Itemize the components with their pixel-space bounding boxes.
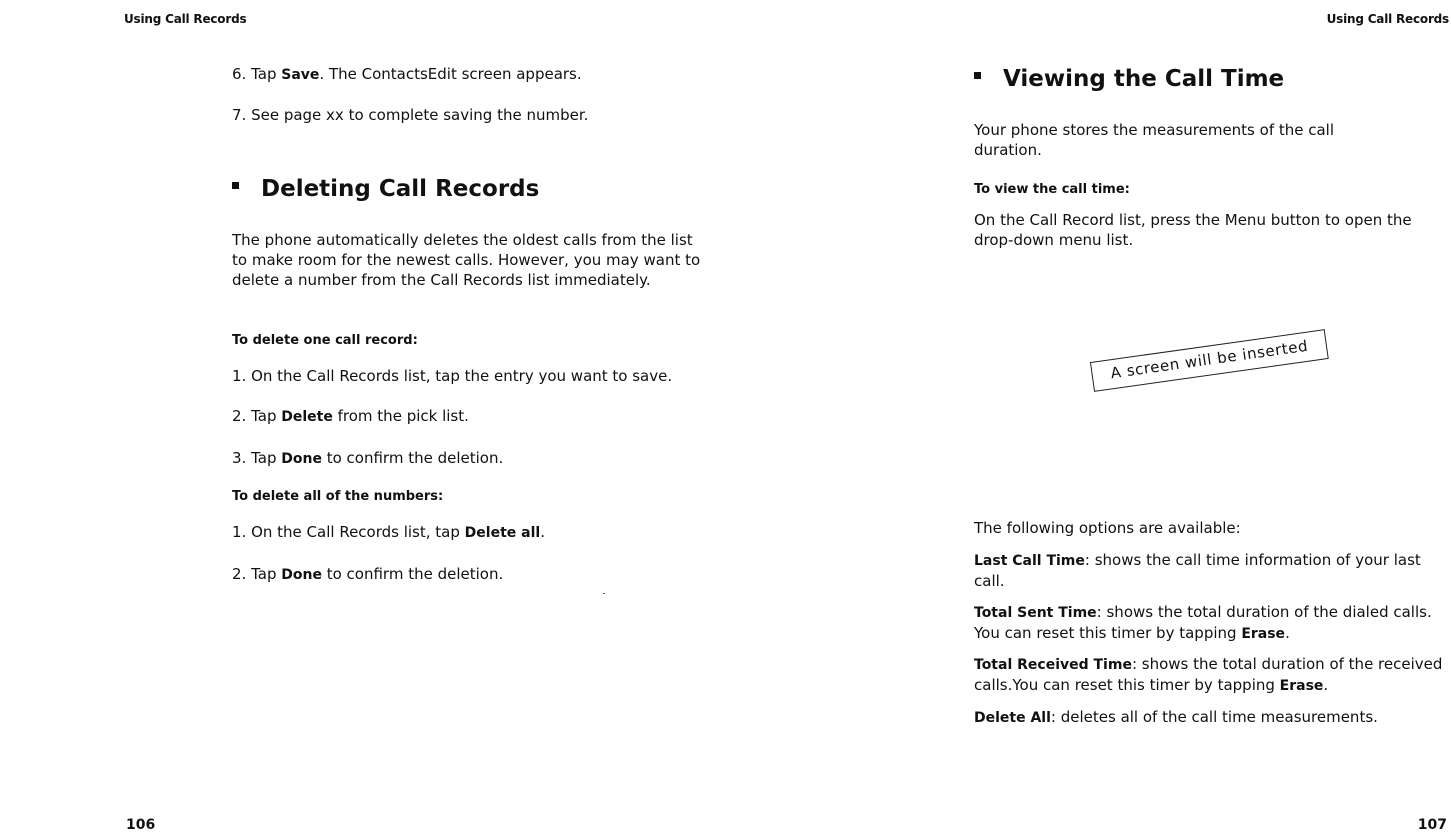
section-heading-viewing: Viewing the Call Time — [974, 66, 1284, 92]
intro-paragraph-right: Your phone stores the measurements of the call duration. — [974, 121, 1335, 159]
screen-placeholder-stamp: A screen will be inserted — [1090, 329, 1329, 392]
delete-one-step-1: 1. On the Call Records list, tap the entry you want to save. — [232, 367, 673, 385]
delete-all-step-1: 1. On the Call Records list, tap Delete all. — [232, 523, 545, 541]
bullet-square-icon — [974, 72, 981, 79]
delete-one-step-2: 2. Tap Delete from the pick list. — [232, 407, 469, 425]
page-number-left: 106 — [126, 817, 156, 833]
option-total-sent-time: Total Sent Time: shows the total duration of the dialed calls. You can reset this timer by tapping Erase. — [974, 603, 1432, 642]
option-last-call-time: Last Call Time: shows the call time information of your last call. — [974, 551, 1421, 590]
subheading-delete-one: To delete one call record: — [232, 333, 418, 348]
instruction-paragraph: On the Call Record list, press the Menu button to open the drop-down menu list. — [974, 211, 1412, 249]
options-intro: The following options are available: — [974, 519, 1241, 537]
delete-all-step-2: 2. Tap Done to confirm the deletion. — [232, 565, 504, 583]
running-header-left: Using Call Records — [124, 12, 247, 26]
step-6: 6. Tap Save. The ContactsEdit screen appears. — [232, 65, 582, 83]
page-number-right: 107 — [1417, 817, 1447, 833]
subheading-view-call-time: To view the call time: — [974, 182, 1130, 197]
bullet-square-icon — [232, 182, 239, 189]
step-7: 7. See page xx to complete saving the number. — [232, 106, 589, 124]
option-delete-all: Delete All: deletes all of the call time measurements. — [974, 708, 1378, 726]
subheading-delete-all: To delete all of the numbers: — [232, 489, 444, 504]
intro-paragraph: The phone automatically deletes the oldest calls from the list to make room for the newest calls. However, you may want to delete a number from the Call Records list immediately. — [232, 231, 701, 289]
section-heading-deleting: Deleting Call Records — [232, 176, 539, 202]
running-header-right: Using Call Records — [1326, 12, 1449, 26]
delete-one-step-3: 3. Tap Done to confirm the deletion. — [232, 449, 504, 467]
scan-speck — [603, 593, 605, 594]
option-total-received-time: Total Received Time: shows the total duration of the received calls.You can reset this timer by tapping Erase. — [974, 655, 1443, 694]
